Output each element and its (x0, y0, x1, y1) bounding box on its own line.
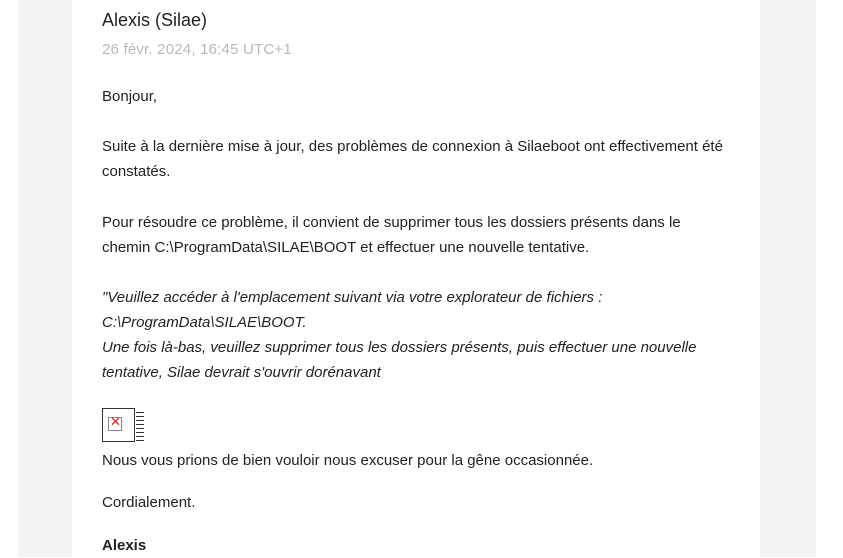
paragraph-solution: Pour résoudre ce problème, il convient de supprimer tous les dossiers présents dans le chemin C:\ProgramData\SILAE\BOOT et effectuer une nouvelle tentative. (102, 214, 681, 256)
signature-name: Alexis (102, 537, 147, 554)
greeting: Bonjour, (102, 88, 158, 105)
paragraph-update-issue: Suite à la dernière mise à jour, des problèmes de connexion à Silaeboot ont effectivement été constatés. (102, 138, 723, 180)
text-lines-icon (136, 412, 144, 444)
quote-line-1: "Veuillez accéder à l'emplacement suivant via votre explorateur de fichiers : (102, 289, 603, 306)
error-x-icon: ✕ (110, 415, 121, 430)
apology-text: Nous vous prions de bien vouloir nous excuser pour la gêne occasionnée. (102, 452, 594, 469)
quoted-instructions (102, 285, 732, 385)
quote-line-3: Une fois là-bas, veuillez supprimer tous les dossiers présents, puis effectuer une nouvelle tentative, Silae devrait s'ouvrir dorénavant (102, 339, 697, 381)
broken-image-icon[interactable] (102, 408, 144, 444)
message-date: 26 févr. 2024, 16:45 UTC+1 (102, 41, 292, 58)
sender-name: Alexis (Silae) (102, 10, 208, 30)
quote-line-2: C:\ProgramData\SILAE\BOOT. (102, 314, 307, 331)
closing-text: Cordialement. (102, 494, 196, 511)
